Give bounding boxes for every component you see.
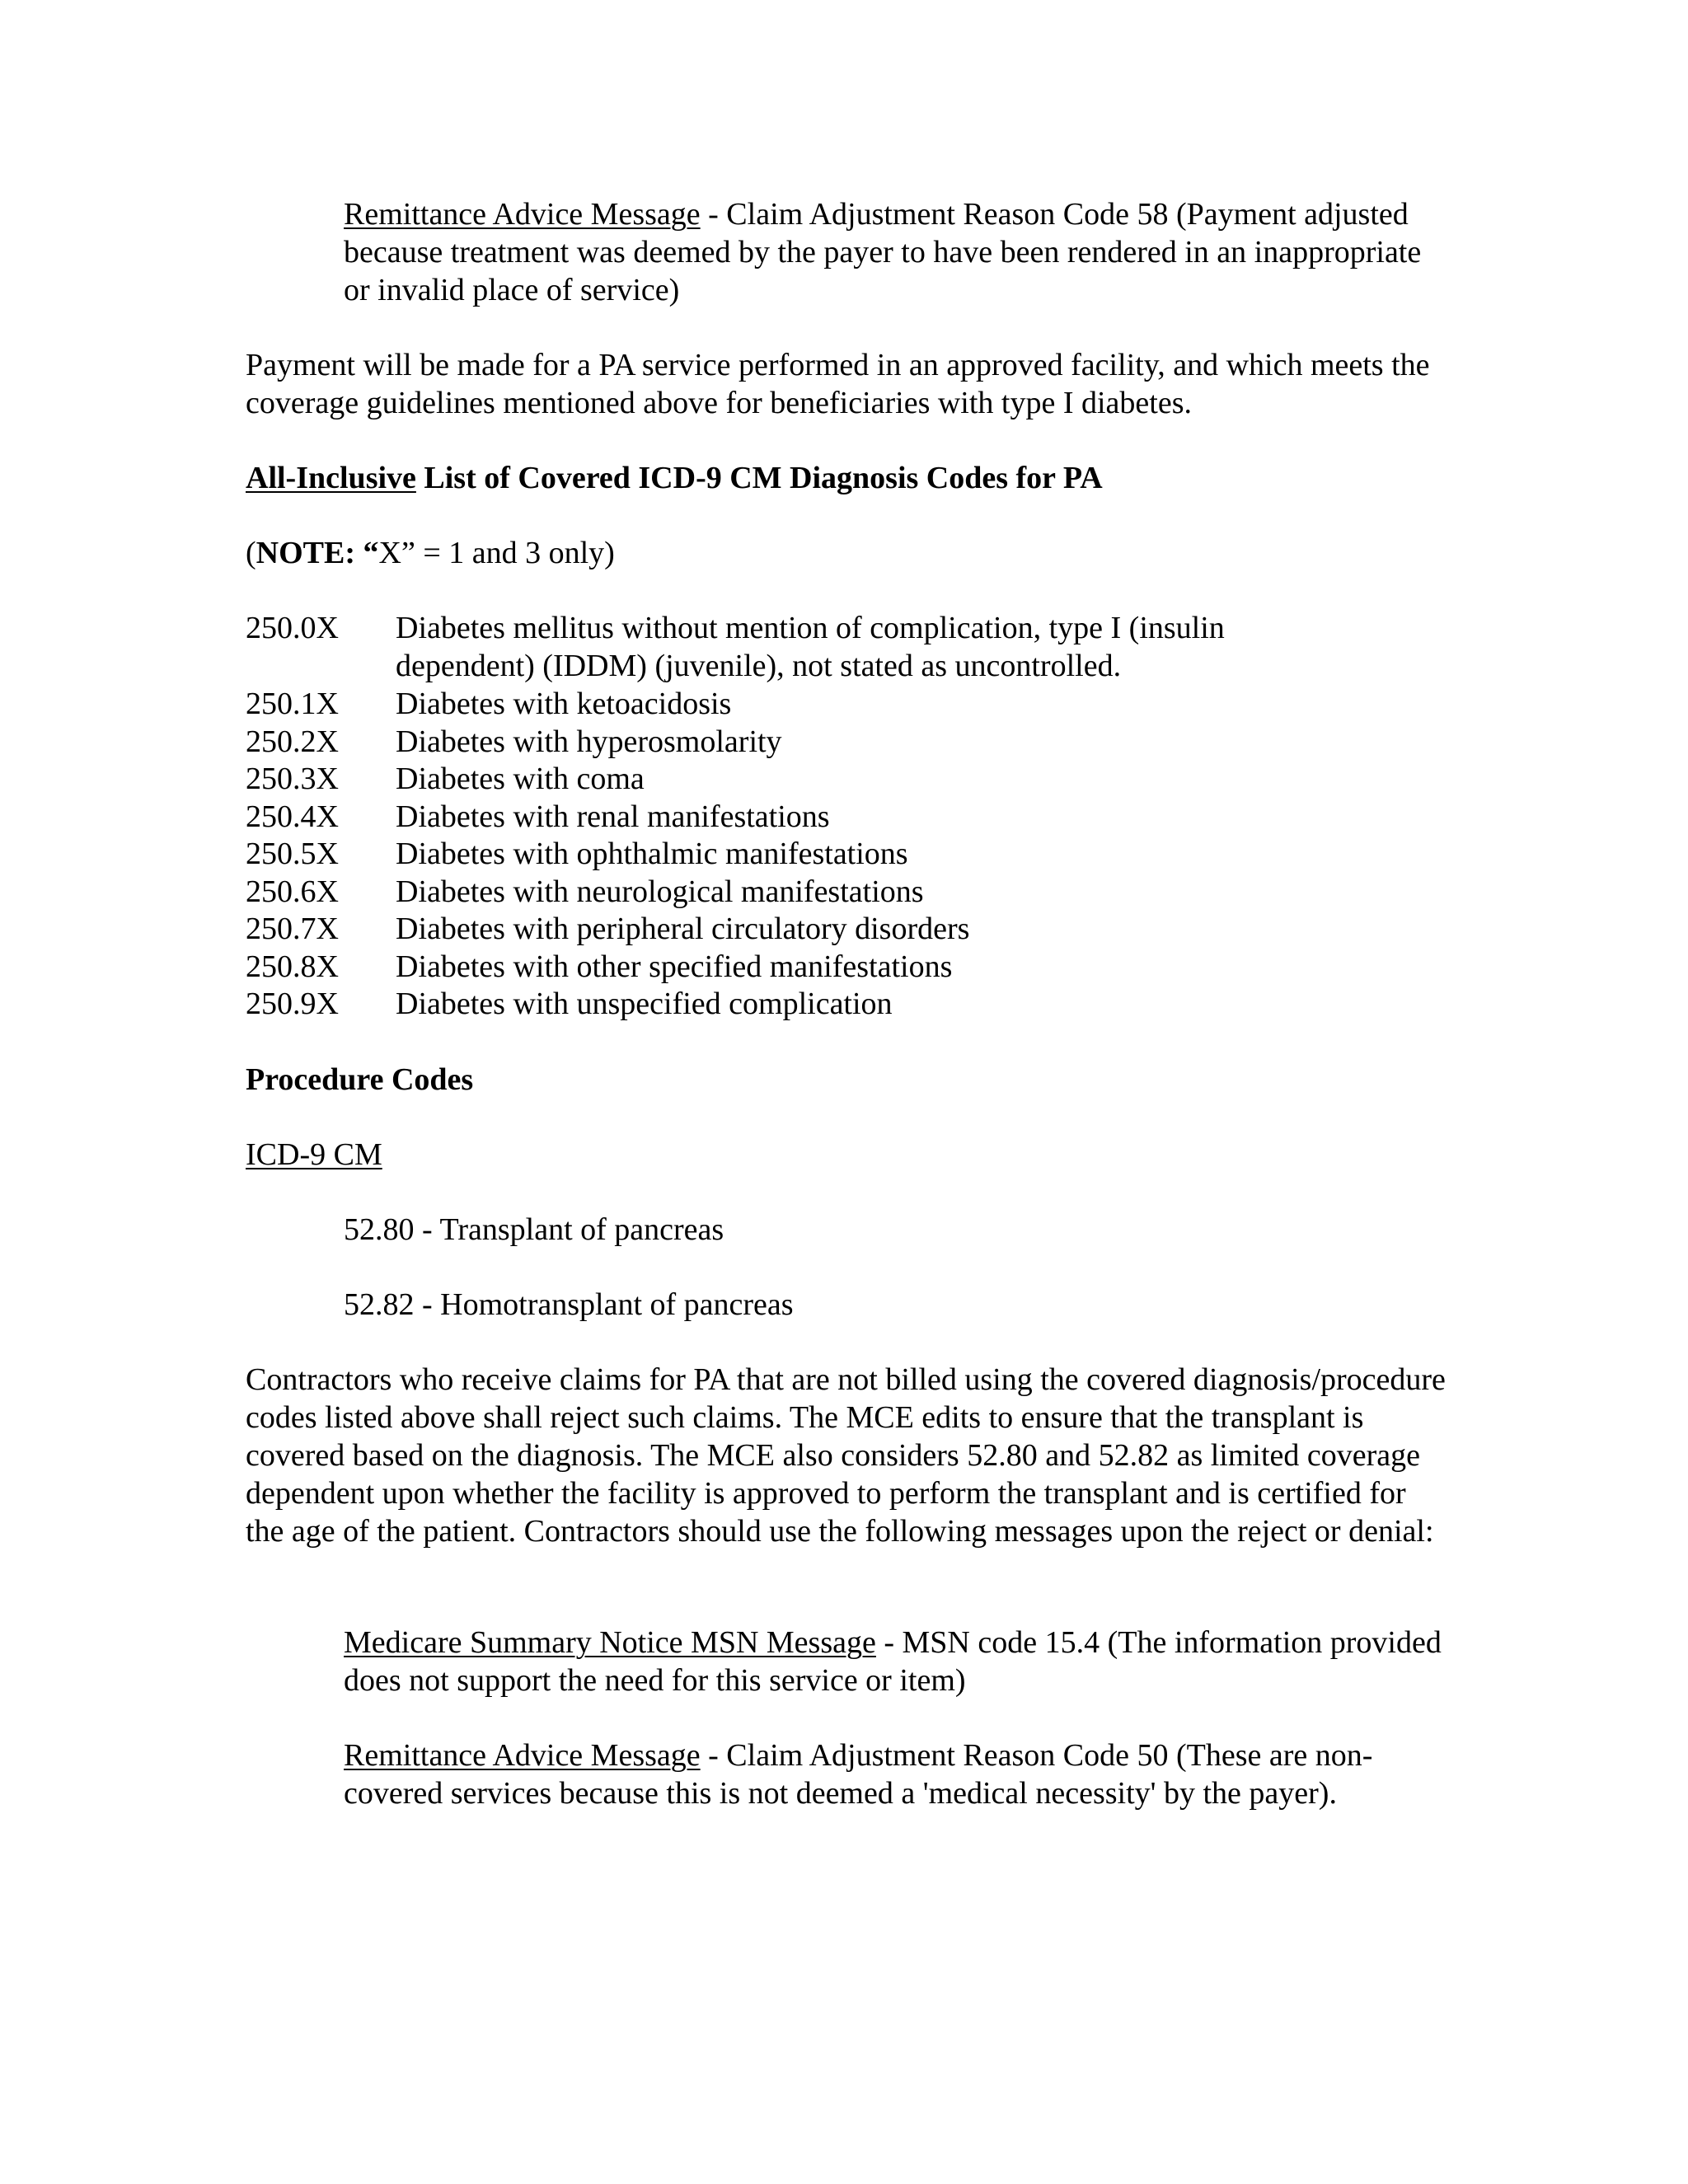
procedure-codes-heading: Procedure Codes bbox=[246, 1062, 474, 1097]
icd9-cm-text: ICD-9 CM bbox=[246, 1137, 382, 1172]
note-quote: “ bbox=[355, 536, 379, 570]
diagnosis-code: 250.2X bbox=[246, 724, 339, 759]
msn-message bbox=[344, 1624, 1448, 1699]
contractors-paragraph: Contractors who receive claims for PA that are not billed using the covered diagnosis/procedure codes listed above shall reject such claims. The MCE edits to ensure that the transplant is covered based on the diagnosis. The MCE also considers 52.80 and 52.82 as limited coverage dependent upon whether the facility is approved to perform the transplant and is certified for the age of the patient. Contractors should use the following messages upon the reject or denial: bbox=[246, 1362, 1446, 1549]
diagnosis-code: 250.1X bbox=[246, 687, 339, 721]
diagnosis-code: 250.0X bbox=[246, 611, 339, 645]
note-open: ( bbox=[246, 536, 256, 570]
diagnosis-row bbox=[246, 609, 1449, 685]
procedure-code-item: 52.80 - Transplant of pancreas bbox=[344, 1212, 724, 1247]
remittance-advice-text: - Claim Adjustment Reason Code 58 (Payment adjusted because treatment was deemed by the payer to have been rendered in an inappropriate or invalid place of service) bbox=[344, 197, 1422, 307]
note-text: X” = 1 and 3 only) bbox=[378, 536, 615, 570]
diagnosis-description: Diabetes with renal manifestations bbox=[396, 799, 830, 834]
diagnosis-code: 250.8X bbox=[246, 949, 339, 984]
all-inclusive-label: All-Inclusive bbox=[246, 461, 416, 495]
diagnosis-description: Diabetes with coma bbox=[396, 762, 645, 796]
diagnosis-code: 250.5X bbox=[246, 837, 339, 871]
diagnosis-description: Diabetes with ophthalmic manifestations bbox=[396, 837, 908, 871]
diagnosis-description: Diabetes with unspecified complication bbox=[396, 987, 893, 1021]
diagnosis-code: 250.3X bbox=[246, 762, 339, 796]
msn-message-text: - MSN code 15.4 (The information provided does not support the need for this service or item) bbox=[344, 1625, 1442, 1698]
note-label: NOTE: bbox=[256, 536, 356, 570]
diagnosis-heading-rest: List of Covered ICD-9 CM Diagnosis Codes for PA bbox=[415, 461, 1103, 495]
diagnosis-description: Diabetes mellitus without mention of complication, type I (insulin dependent) (IDDM) (juvenile), not stated as uncontrolled. bbox=[396, 611, 1225, 683]
procedure-code-item: 52.82 - Homotransplant of pancreas bbox=[344, 1287, 794, 1322]
diagnosis-description: Diabetes with ketoacidosis bbox=[396, 687, 732, 721]
diagnosis-description: Diabetes with other specified manifestations bbox=[396, 949, 953, 984]
diagnosis-description: Diabetes with hyperosmolarity bbox=[396, 724, 782, 759]
diagnosis-code: 250.7X bbox=[246, 912, 339, 946]
diagnosis-code: 250.4X bbox=[246, 799, 339, 834]
diagnosis-description: Diabetes with neurological manifestations bbox=[396, 874, 924, 909]
remittance-advice-50 bbox=[344, 1736, 1448, 1812]
msn-message-label: Medicare Summary Notice MSN Message bbox=[344, 1625, 876, 1660]
remittance-advice-label: Remittance Advice Message bbox=[344, 1738, 701, 1773]
remittance-advice-58 bbox=[344, 195, 1448, 309]
note-line bbox=[246, 534, 1449, 572]
icd9-cm-label bbox=[246, 1136, 1449, 1174]
diagnosis-code: 250.9X bbox=[246, 987, 339, 1021]
payment-paragraph: Payment will be made for a PA service performed in an approved facility, and which meets the coverage guidelines mentioned above for beneficiaries with type I diabetes. bbox=[246, 348, 1430, 420]
diagnosis-code: 250.6X bbox=[246, 874, 339, 909]
diagnosis-codes-heading bbox=[246, 459, 1449, 497]
diagnosis-description: Diabetes with peripheral circulatory disorders bbox=[396, 912, 970, 946]
remittance-advice-label: Remittance Advice Message bbox=[344, 197, 701, 232]
remittance-advice-text: - Claim Adjustment Reason Code 50 (These are non-covered services because this is not deemed a 'medical necessity' by the payer). bbox=[344, 1738, 1373, 1811]
